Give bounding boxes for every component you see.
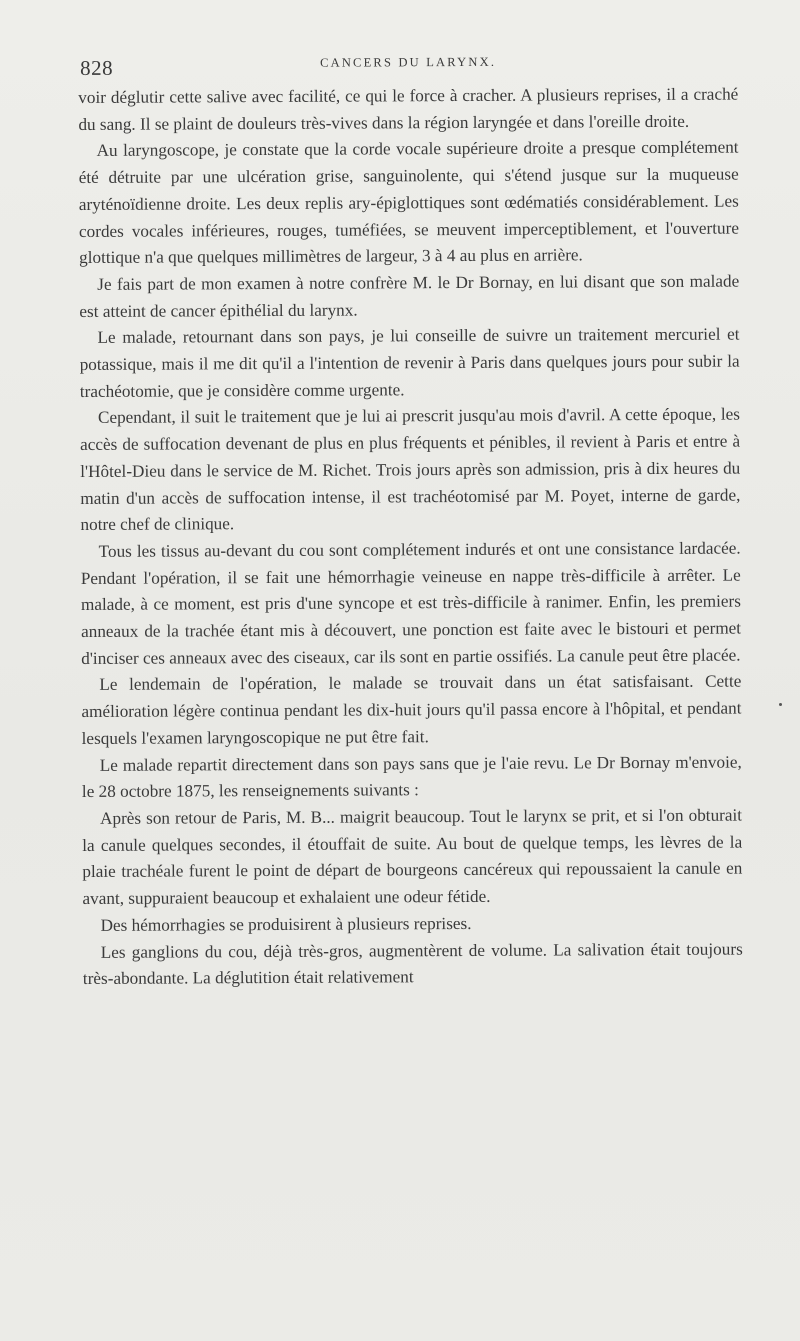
running-title: CANCERS DU LARYNX. (320, 54, 497, 70)
paragraph-11: Les ganglions du cou, déjà très-gros, augmentèrent de volume. La salivation était toujours très-abondante. La déglutition était relativement (82, 939, 743, 989)
paragraph-6: Tous les tissus au-devant du cou sont complétement indurés et ont une consistance lardacée. Pendant l'opération, il se fait une hémorrhagie veineuse en nappe très-difficile à arrêter. Le malade, à ce moment, est pris d'une syncope et est très-difficile à ranimer. Enfin, les premiers anneaux de la trachée étant mis à découvert, une ponction est faite avec le bistouri et permet d'inciser ces anneaux avec des ciseaux, car ils sont en partie ossifiés. La canule peut être placée. (80, 538, 742, 668)
paragraph-2: Au laryngoscope, je constate que la corde vocale supérieure droite a presque complétement été détruite par une ulcération grise, sanguinolente, qui s'étend jusque sur la muqueuse aryténoïdienne droite. Les deux replis ary-épiglottiques sont œdématiés considérablement. Les cordes vocales inférieures, rouges, tuméfiées, se meuvent imperceptiblement, et l'ouverture glottique n'a que quelques millimètres de largeur, 3 à 4 au plus en arrière. (78, 137, 740, 268)
page-number: 828 (80, 55, 114, 80)
paragraph-3: Je fais part de mon examen à notre confrère M. le Dr Bornay, en lui disant que son malade est atteint de cancer épithélial du larynx. (79, 271, 740, 321)
paragraph-4: Le malade, retournant dans son pays, je lui conseille de suivre un traitement mercuriel et potassique, mais il me dit qu'il a l'intention de revenir à Paris dans quelques jours pour subir la trachéotomie, que je considère comme urgente. (79, 324, 740, 401)
body-text (78, 82, 743, 993)
paragraph-5: Cependant, il suit le traitement que je lui ai prescrit jusqu'au mois d'avril. A cette époque, les accès de suffocation devenant de plus en plus fréquents et pénibles, il revient à Paris et entre à l'Hôtel-Dieu dans le service de M. Richet. Trois jours après son admission, pris à dix heures du matin d'un accès de suffocation intense, il est trachéotomisé par M. Poyet, interne de garde, notre chef de clinique. (80, 404, 741, 535)
page-header (78, 42, 738, 85)
paragraph-8: Le malade repartit directement dans son pays sans que je l'aie revu. Le Dr Bornay m'envoie, le 28 octobre 1875, les renseignements suivants : (81, 752, 742, 802)
paragraph-1: voir déglutir cette salive avec facilité, ce qui le force à cracher. A plusieurs reprises, il a craché du sang. Il se plaint de douleurs très-vives dans la région laryngée et dans l'oreille droite. (78, 84, 739, 134)
paragraph-10: Des hémorrhagies se produisirent à plusieurs reprises. (100, 913, 472, 935)
paragraph-7: Le lendemain de l'opération, le malade se trouvait dans un état satisfaisant. Cette amélioration légère continua pendant les dix-huit jours qu'il passa encore à l'hôpital, et pendant lesquels l'examen laryngoscopique ne put être fait. (81, 672, 742, 748)
text-block (78, 42, 743, 993)
page-speck (779, 703, 782, 706)
paragraph-9: Après son retour de Paris, M. B... maigrit beaucoup. Tout le larynx se prit, et si l'on obturait la canule quelques secondes, il étouffait de suite. Au bout de quelque temps, les lèvres de la plaie trachéale furent le point de départ de bourgeons cancéreux qui repoussaient la canule en avant, suppuraient beaucoup et exhalaient une odeur fétide. (82, 805, 743, 909)
